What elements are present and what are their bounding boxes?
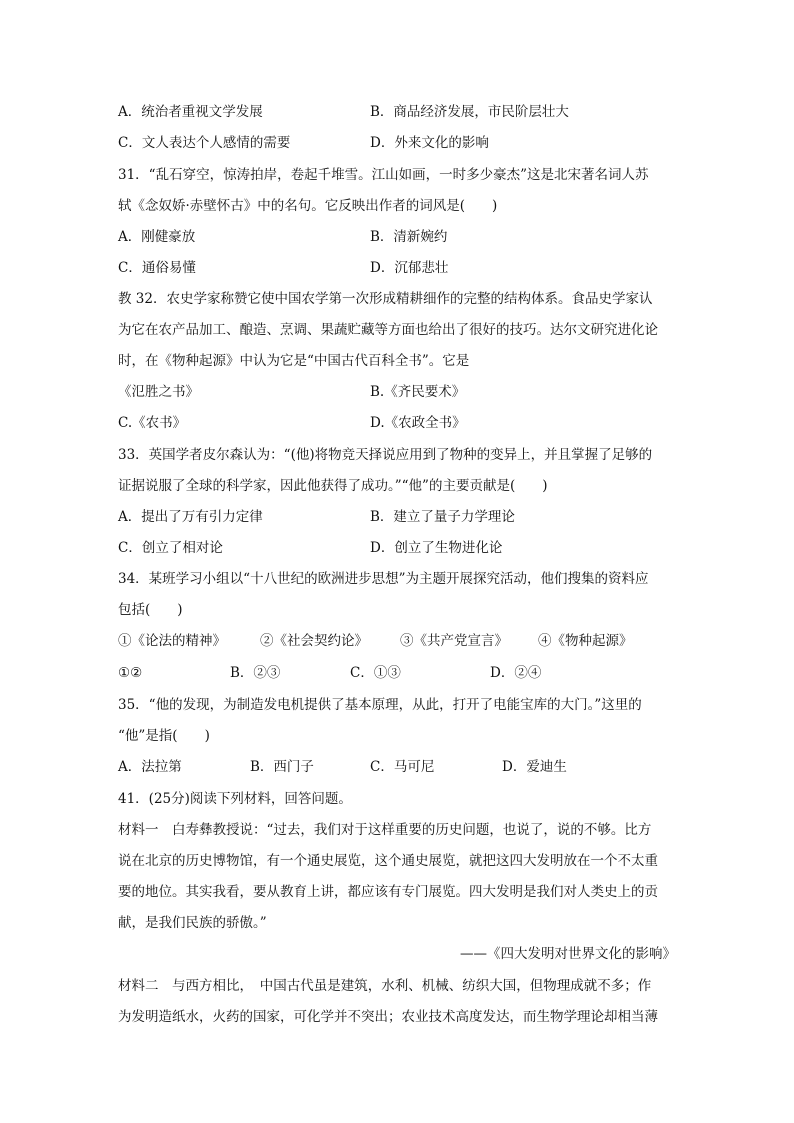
option-d: D．创立了生物进化论	[370, 540, 503, 556]
option-b: B．建立了量子力学理论	[370, 509, 515, 525]
option-a: 《氾胜之书》	[118, 384, 199, 400]
question-31-line-2: 轼《念奴娇·赤壁怀古》中的名句。它反映出作者的词风是( )	[118, 198, 498, 214]
material-2-line-2: 为发明造纸水，火药的国家，可化学并不突出；农业技术高度发达，而生物学理论却相当薄	[118, 1009, 658, 1025]
item: ②《社会契约论》	[260, 633, 368, 649]
option-c: C．创立了相对论	[118, 540, 223, 556]
option-d: D.《农政全书》	[370, 415, 466, 431]
option-c: C．文人表达个人感情的需要	[118, 135, 291, 151]
question-34-line-1: 34．某班学习小组以“十八世纪的欧洲进步思想”为主题开展探究活动，他们搜集的资料应	[118, 571, 649, 587]
question-33-line-1: 33．英国学者皮尔森认为：“(他)将物竞天择说应用到了物种的变异上，并且掌握了足够的	[118, 447, 653, 463]
question-41-heading: 41．(25分)阅读下列材料，回答问题。	[118, 791, 352, 807]
option-c: C．①③	[350, 665, 401, 681]
question-32-line-1: 教 32．农史学家称赞它使中国农学第一次形成精耕细作的完整的结构体系。食品史学家认	[118, 291, 653, 307]
question-35-line-1: 35．“他的发现，为制造发电机提供了基本原理，从此，打开了电能宝库的大门。”这里的	[118, 697, 642, 713]
question-32-line-2: 为它在农产品加工、酿造、烹调、果蔬贮藏等方面也给出了很好的技巧。达尔文研究进化论	[118, 322, 658, 338]
option-a: A．统治者重视文学发展	[118, 104, 263, 120]
option-b: B．西门子	[250, 759, 314, 775]
option-a: A．提出了万有引力定律	[118, 509, 263, 525]
item: ③《共产党宣言》	[400, 633, 508, 649]
question-35-line-2: “他”是指( )	[118, 728, 210, 744]
option-a: ①②	[118, 665, 143, 681]
option-d: D．爱迪生	[502, 759, 567, 775]
question-33-line-2: 证据说服了全球的科学家，因此他获得了成功。”“他”的主要贡献是( )	[118, 478, 548, 494]
question-32-line-3: 时，在《物种起源》中认为它是“中国古代百科全书”。它是	[118, 353, 470, 369]
option-d: D．外来文化的影响	[370, 135, 489, 151]
question-34-line-2: 包括( )	[118, 602, 183, 618]
option-d: D．沉郁悲壮	[370, 260, 449, 276]
option-a: A．法拉第	[118, 759, 182, 775]
question-31-line-1: 31．“乱石穿空，惊涛拍岸，卷起千堆雪。江山如画，一时多少豪杰”这是北宋著名词人苏	[118, 167, 649, 183]
option-b: B．清新婉约	[370, 229, 448, 245]
material-1-line-3: 要的地位。其实我看，要从教育上讲，都应该有专门展览。四大发明是我们对人类史上的贡	[118, 884, 658, 900]
option-c: C．马可尼	[370, 759, 435, 775]
option-c: C．通俗易懂	[118, 260, 196, 276]
option-b: B．商品经济发展，市民阶层壮大	[370, 104, 569, 120]
material-2-line-1: 材料二 与西方相比， 中国古代虽是建筑，水利、机械、纺织大国，但物理成就不多；作	[118, 978, 652, 994]
material-1-line-2: 说在北京的历史博物馆，有一个通史展览，这个通史展览，就把这四大发明放在一个不太重	[118, 853, 658, 869]
option-b: B．②③	[230, 665, 281, 681]
material-1-line-4: 献，是我们民族的骄傲。”	[118, 915, 267, 931]
option-b: B.《齐民要术》	[370, 384, 466, 400]
option-c: C.《农书》	[118, 415, 187, 431]
item: ①《论法的精神》	[118, 633, 226, 649]
material-1-source: ——《四大发明对世界文化的影响》	[460, 946, 676, 962]
option-a: A．刚健豪放	[118, 229, 196, 245]
option-d: D．②④	[490, 665, 542, 681]
item: ④《物种起源》	[538, 633, 633, 649]
material-1-line-1: 材料一 白寿彝教授说：“过去，我们对于这样重要的历史问题，也说了，说的不够。比方	[118, 822, 652, 838]
